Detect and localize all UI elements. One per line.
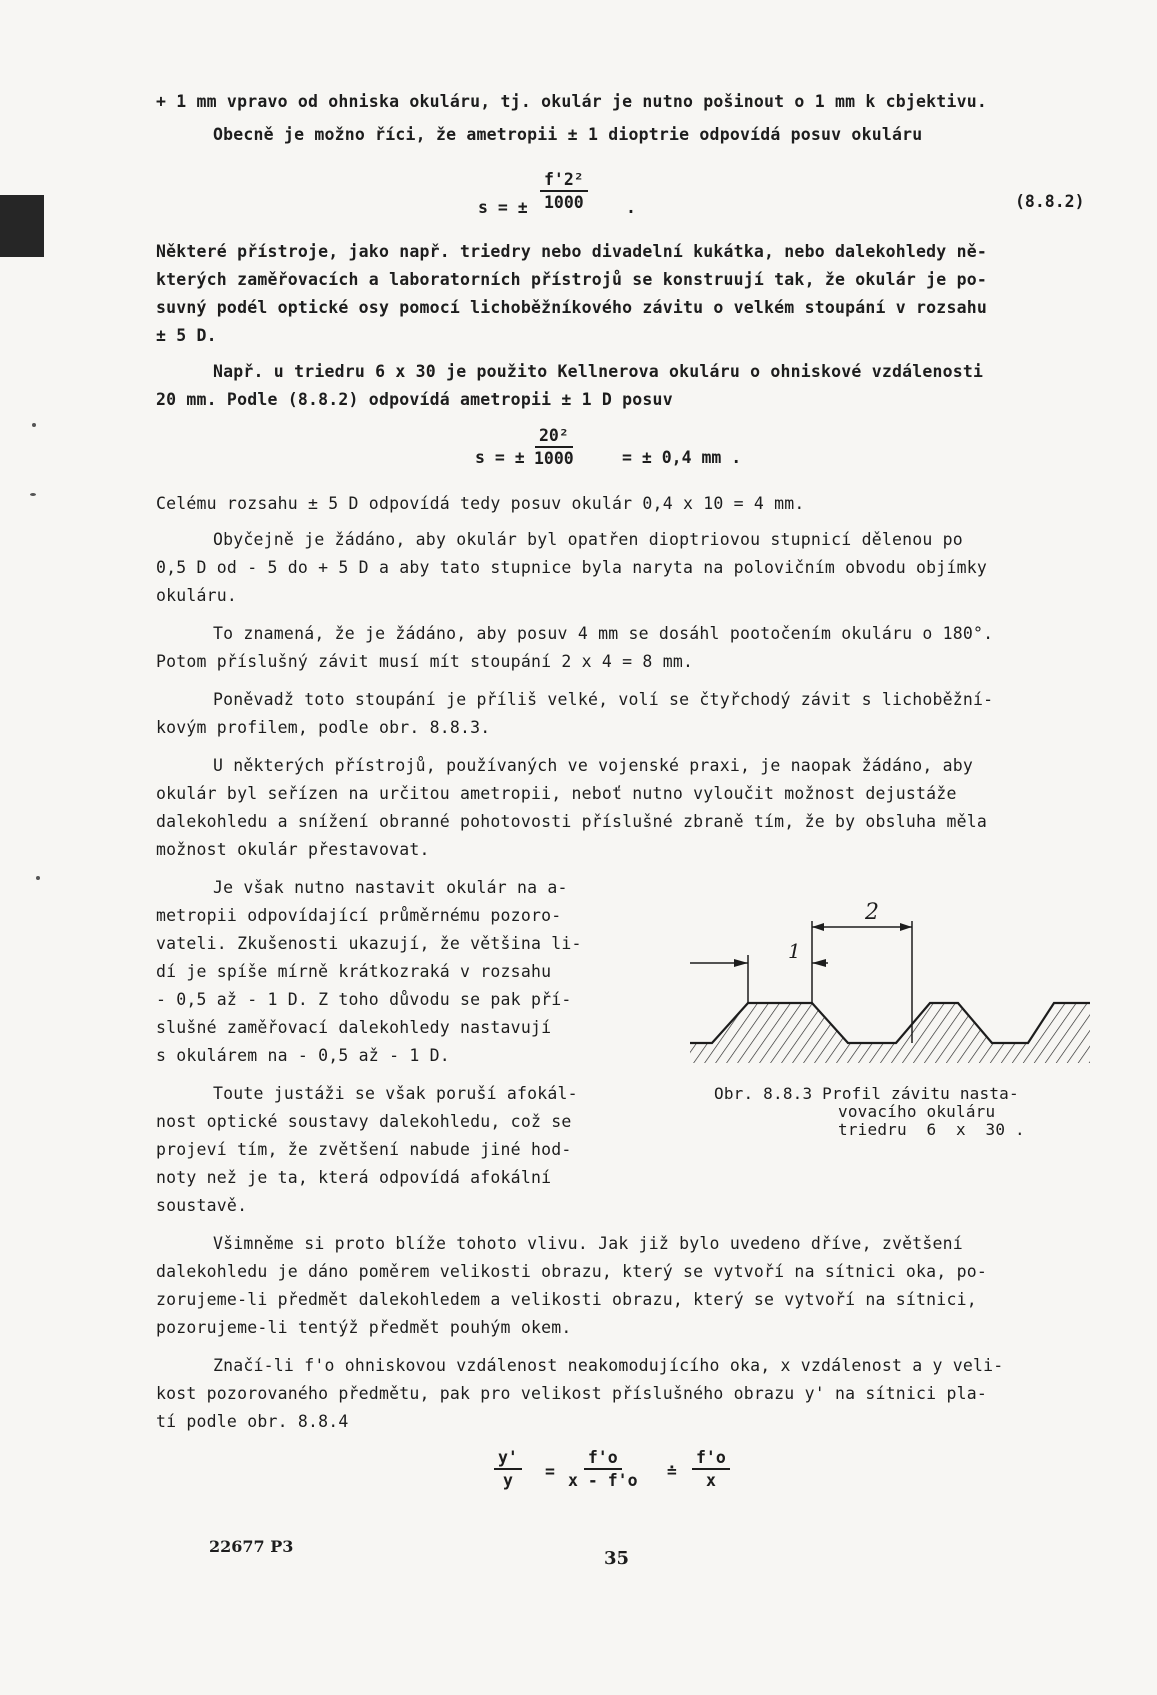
text-line: dí je spíše mírně krátkozraká v rozsahu xyxy=(156,962,552,981)
fraction-denominator: 1000 xyxy=(544,193,584,212)
equation-lhs: s = ± xyxy=(475,448,525,467)
text-line: dalekohledu a snížení obranné pohotovosti příslušné zbraně tím, že by obsluha měla xyxy=(156,812,987,831)
text-line: noty než je ta, která odpovídá afokální xyxy=(156,1168,552,1187)
equation-fraction xyxy=(692,1448,730,1490)
text-line: U některých přístrojů, používaných ve vojenské praxi, je naopak žádáno, aby xyxy=(213,756,974,775)
fraction-denominator: x xyxy=(705,1471,716,1490)
text-line: kost pozorovaného předmětu, pak pro velikost příslušného obrazu y' na sítnici pla- xyxy=(156,1384,987,1403)
text-line: okuláru. xyxy=(156,586,238,605)
figure-caption-line: triedru 6 x 30 . xyxy=(838,1120,1025,1139)
text-line: metropii odpovídající průměrnému pozoro- xyxy=(156,906,562,925)
hatched-thread-body xyxy=(690,1003,1090,1063)
text-line: soustavě. xyxy=(156,1196,248,1215)
text-line: Všimněme si proto blíže tohoto vlivu. Jak již bylo uvedeno dříve, zvětšení xyxy=(213,1234,963,1253)
fraction-numerator: f'2² xyxy=(540,170,588,192)
fraction-denominator: x - f'o xyxy=(568,1471,638,1490)
dimension-label-1: 1 xyxy=(788,939,801,963)
text-line: Toute justáži se však poruší afokál- xyxy=(213,1084,578,1103)
text-line: kovým profilem, podle obr. 8.8.3. xyxy=(156,718,491,737)
text-line: Je však nutno nastavit okulár na a- xyxy=(213,878,568,897)
fraction-numerator: y' xyxy=(494,1448,522,1470)
text-line: okulár byl seřízen na určitou ametropii, neboť nutno vyloučit možnost dejustáže xyxy=(156,784,957,803)
text-line: možnost okulár přestavovat. xyxy=(156,840,430,859)
text-line: Poněvadž toto stoupání je příliš velké, volí se čtyřchodý závit s lichoběžní- xyxy=(213,690,994,709)
text-line: vateli. Zkušenosti ukazují, že většina li- xyxy=(156,934,582,953)
text-line: Obyčejně je žádáno, aby okulár byl opatřen dioptriovou stupnicí dělenou po xyxy=(213,530,963,549)
text-line: ± 5 D. xyxy=(156,326,217,345)
text-line: slušné zaměřovací dalekohledy nastavují xyxy=(156,1018,552,1037)
scan-speck xyxy=(36,876,40,880)
text-line: Značí-li f'o ohniskovou vzdálenost neakomodujícího oka, x vzdálenost a y veli- xyxy=(213,1356,1004,1375)
figure-caption-line: vovacího okuláru xyxy=(838,1102,996,1121)
scan-speck xyxy=(30,493,36,496)
text-line: Celému rozsahu ± 5 D odpovídá tedy posuv okulár 0,4 x 10 = 4 mm. xyxy=(156,494,805,513)
equation-fraction xyxy=(540,170,588,212)
text-line: projeví tím, že zvětšení nabude jiné hod- xyxy=(156,1140,572,1159)
text-line: kterých zaměřovacích a laboratorních přístrojů se konstruují tak, že okulár je po- xyxy=(156,270,987,289)
fraction-numerator: f'o xyxy=(692,1448,730,1470)
equation-number: (8.8.2) xyxy=(1015,192,1085,211)
equation-fraction xyxy=(494,1448,522,1490)
dimension-label-2: 2 xyxy=(865,900,879,925)
figure-caption-line: Obr. 8.8.3 Profil závitu nasta- xyxy=(714,1084,1019,1103)
equation-fraction xyxy=(568,1448,638,1490)
document-code: 22677 P3 xyxy=(209,1537,294,1556)
approx-sign: ≐ xyxy=(667,1462,677,1481)
text-line: - 0,5 až - 1 D. Z toho důvodu se pak pří- xyxy=(156,990,572,1009)
scan-edge-mark xyxy=(0,195,44,257)
text-line: nost optické soustavy dalekohledu, což se xyxy=(156,1112,572,1131)
text-line: Některé přístroje, jako např. triedry nebo divadelní kukátka, nebo dalekohledy ně- xyxy=(156,242,987,261)
fraction-numerator: 20² xyxy=(535,426,573,448)
equation-tail: . xyxy=(626,198,636,217)
text-line: + 1 mm vpravo od ohniska okuláru, tj. okulár je nutno pošinout o 1 mm k cbjektivu. xyxy=(156,92,987,111)
equation-rhs: = ± 0,4 mm . xyxy=(622,448,742,467)
text-line: Potom příslušný závit musí mít stoupání 2 x 4 = 8 mm. xyxy=(156,652,694,671)
text-line: Obecně je možno říci, že ametropii ± 1 dioptrie odpovídá posuv okuláru xyxy=(213,125,923,144)
text-line: 0,5 D od - 5 do + 5 D a aby tato stupnice byla naryta na polovičním obvodu objímky xyxy=(156,558,987,577)
fraction-denominator: y xyxy=(502,1471,513,1490)
text-line: To znamená, že je žádáno, aby posuv 4 mm se dosáhl pootočením okuláru o 180°. xyxy=(213,624,994,643)
thread-profile-figure xyxy=(690,895,1090,1075)
fraction-numerator: f'o xyxy=(584,1448,622,1470)
text-line: pozorujeme-li tentýž předmět pouhým okem. xyxy=(156,1318,572,1337)
equation-fraction xyxy=(534,426,574,468)
text-line: tí podle obr. 8.8.4 xyxy=(156,1412,349,1431)
page-number: 35 xyxy=(604,1548,630,1569)
text-line: 20 mm. Podle (8.8.2) odpovídá ametropii ± 1 D posuv xyxy=(156,390,673,409)
text-line: Např. u triedru 6 x 30 je použito Kellnerova okuláru o ohniskové vzdálenosti xyxy=(213,362,984,381)
equation-lhs: s = ± xyxy=(478,198,528,217)
text-line: zorujeme-li předmět dalekohledem a velikosti obrazu, který se vytvoří na sítnici, xyxy=(156,1290,977,1309)
fraction-denominator: 1000 xyxy=(534,449,574,468)
equals-sign: = xyxy=(545,1462,555,1481)
text-line: s okulárem na - 0,5 až - 1 D. xyxy=(156,1046,450,1065)
text-line: dalekohledu je dáno poměrem velikosti obrazu, který se vytvoří na sítnici oka, po- xyxy=(156,1262,987,1281)
text-line: suvný podél optické osy pomocí lichoběžníkového závitu o velkém stoupání v rozsahu xyxy=(156,298,987,317)
scan-speck xyxy=(32,423,36,427)
